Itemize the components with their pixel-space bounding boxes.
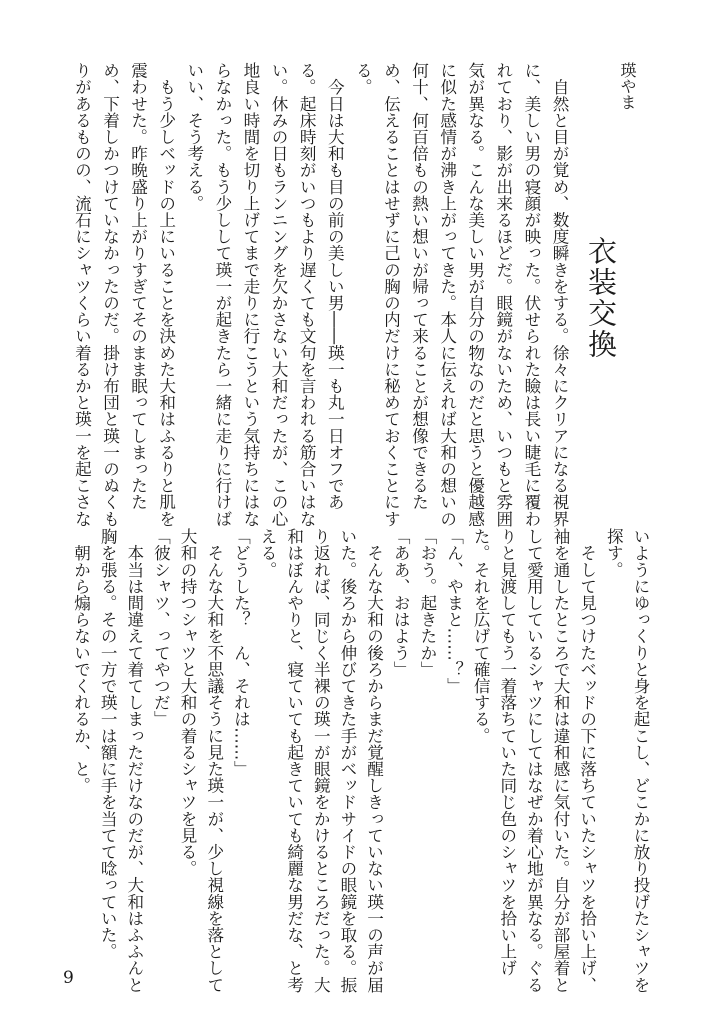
- text-column: りと見渡してもう一着落ちていた同じ色のシャツを拾い上げ: [497, 528, 517, 977]
- text-column: いい、そう考える。: [184, 62, 204, 212]
- text-column: もう少しベッドの上にいることを決めた大和はふるりと肌を: [156, 62, 176, 527]
- text-column: りがあるものの、流石にシャツくらい着るかと瑛一を起こさな: [72, 62, 92, 527]
- text-column: に、美しい男の寝顔が映った。伏せられた瞼は長い睫毛に覆わ: [521, 62, 541, 527]
- text-column: そんな大和を不思議そうに見た瑛一が、少し視線を落として: [204, 528, 224, 993]
- text-column: そんな大和の後ろからまだ覚醒しきっていない瑛一の声が届: [364, 528, 384, 993]
- text-column: 自然と目が覚め、数度瞬きをする。徐々にクリアになる視界: [550, 62, 569, 527]
- text-column: 何十、何百倍もの熱い想いが帰って来ることが想像できるた: [409, 62, 429, 511]
- text-column: 地良い時間を切り上げてまで走りに行こうという気持ちにはな: [240, 62, 260, 527]
- text-column: 和はぼんやりと、寝ていても起きていても綺麗な男だな、と考: [284, 528, 304, 993]
- text-column: る。: [353, 62, 373, 96]
- text-column: た。それを広げて確信する。: [471, 528, 491, 744]
- author-name: 瑛やま: [618, 62, 637, 110]
- text-column: れており、影が出来るほどだ。眼鏡がないため、いつもと雰囲: [493, 62, 513, 527]
- text-column: め、下着しかつけていなかったのだ。掛け布団と瑛一のぬくも: [100, 62, 120, 527]
- text-column: える。: [258, 528, 278, 578]
- text-column: いた。後ろから伸びてきた手がベッドサイドの眼鏡を取る。振: [337, 528, 357, 993]
- text-column: 気が異なる。こんな美しい男が自分の物なのだと思うと優越感: [465, 62, 485, 527]
- text-column: 「ん、やまと……？」: [444, 528, 464, 694]
- text-column: り返れば、同じく半裸の瑛一が眼鏡をかけるところだった。大: [311, 528, 331, 993]
- body-text-lower: [62, 528, 648, 993]
- story-title: 衣装交換: [584, 236, 618, 360]
- text-column: 本当は間違えて着てしまっただけなのだが、大和はふふんと: [124, 528, 144, 993]
- text-column: 袖を通したところで大和は違和感に気付いた。自分が部屋着と: [551, 528, 571, 993]
- text-column: して愛用しているシャツにしてはなぜか着心地が異なる。ぐる: [524, 528, 544, 993]
- text-column: 「どうした？ ん、それは……」: [231, 528, 251, 777]
- text-column: い。休みの日もランニングを欠かさない大和だったが、この心: [269, 62, 289, 527]
- text-column: そして見つけたベッドの下に落ちていたシャツを拾い上げ、: [577, 528, 597, 993]
- text-column: らなかった。もう少しして瑛一が起きたら一緒に走りに行けば: [212, 62, 232, 527]
- text-column: 今日は大和も目の前の美しい男――瑛一も丸一日オフであ: [325, 62, 345, 511]
- body-text-upper: [61, 62, 567, 527]
- page-number: 9: [63, 968, 74, 988]
- text-column: 胸を張る。その一方で瑛一は額に手を当てて唸っていた。: [98, 528, 118, 960]
- text-column: に似た感情が沸き上がってきた。本人に伝えれば大和の想いの: [437, 62, 457, 527]
- text-column: 「彼シャツ、ってやつだ」: [151, 528, 171, 728]
- text-column: め、伝えることはせずに己の胸の内だけに秘めておくことにす: [381, 62, 401, 527]
- text-column: 「おう。起きたか」: [417, 528, 437, 678]
- text-column: いようにゆっくりと身を起こし、どこかに放り投げたシャツを: [631, 528, 650, 993]
- text-column: 探す。: [604, 528, 624, 578]
- text-column: 朝から煽らないでくれるか、と。: [71, 528, 91, 794]
- text-column: る。起床時刻がいつもより遅くても文句を言われる筋合いはな: [297, 62, 317, 527]
- text-column: 大和の持つシャツと大和の着るシャツを見る。: [178, 528, 198, 877]
- text-column: 「ああ、おはよう」: [391, 528, 411, 678]
- text-column: 震わせた。昨晩盛り上がりすぎてそのまま眠ってしまったた: [128, 62, 148, 511]
